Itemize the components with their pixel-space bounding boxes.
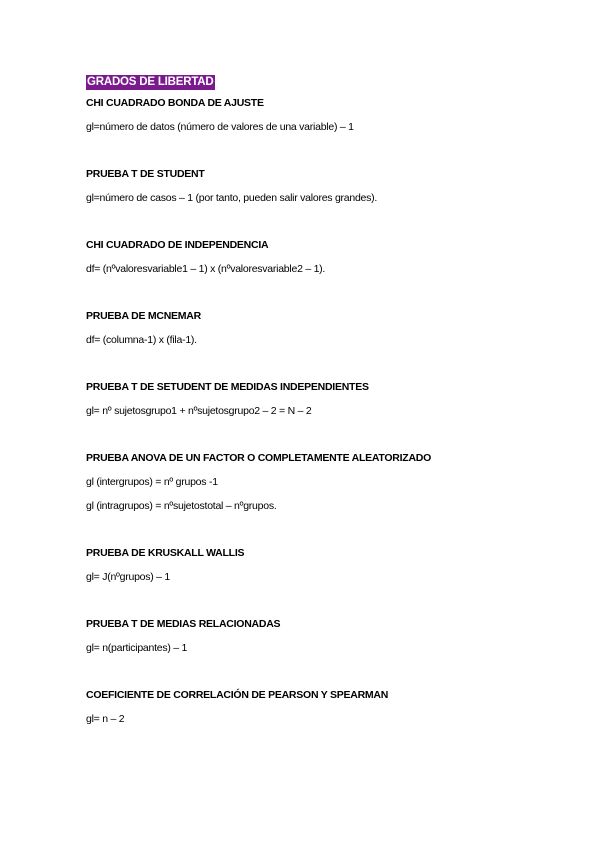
section-kruskall-wallis	[86, 547, 556, 584]
section-t-student-independientes	[86, 381, 556, 418]
section-heading: COEFICIENTE DE CORRELACIÓN DE PEARSON Y SPEARMAN	[86, 689, 389, 701]
formula-line: df= (nºvaloresvariable1 – 1) x (nºvaloresvariable2 – 1).	[86, 263, 326, 275]
section-heading: PRUEBA ANOVA DE UN FACTOR O COMPLETAMENTE ALEATORIZADO	[86, 452, 432, 464]
formula-line: gl= nº sujetosgrupo1 + nºsujetosgrupo2 – 2 = N – 2	[86, 405, 312, 417]
section-heading: CHI CUADRADO DE INDEPENDENCIA	[86, 239, 269, 251]
section-t-medias-relacionadas	[86, 618, 556, 655]
section-heading: CHI CUADRADO BONDA DE AJUSTE	[86, 97, 264, 109]
section-anova-un-factor	[86, 452, 556, 513]
section-heading: PRUEBA T DE SETUDENT DE MEDIDAS INDEPENDIENTES	[86, 381, 369, 393]
section-heading: PRUEBA T DE MEDIAS RELACIONADAS	[86, 618, 281, 630]
section-heading: PRUEBA DE MCNEMAR	[86, 310, 201, 322]
document-body	[86, 72, 556, 726]
section-chi-cuadrado-independencia	[86, 239, 556, 276]
formula-line: gl= J(nºgrupos) – 1	[86, 571, 171, 583]
formula-line: gl (intergrupos) = nº grupos -1	[86, 476, 218, 488]
document-title: GRADOS DE LIBERTAD	[87, 76, 214, 88]
formula-line: gl= n(participantes) – 1	[86, 642, 188, 654]
formula-line: gl= n – 2	[86, 713, 125, 725]
section-heading: PRUEBA DE KRUSKALL WALLIS	[86, 547, 245, 559]
formula-line: gl=número de datos (número de valores de una variable) – 1	[86, 121, 354, 133]
formula-line: gl (intragrupos) = nºsujetostotal – nºgrupos.	[86, 500, 277, 512]
section-t-student	[86, 168, 556, 205]
formula-line: gl=número de casos – 1 (por tanto, pueden salir valores grandes).	[86, 192, 378, 204]
formula-line: df= (columna-1) x (fila-1).	[86, 334, 197, 346]
section-correlacion-pearson-spearman	[86, 689, 556, 726]
section-heading: PRUEBA T DE STUDENT	[86, 168, 205, 180]
section-mcnemar	[86, 310, 556, 347]
section-chi-cuadrado-bondad	[86, 97, 556, 134]
